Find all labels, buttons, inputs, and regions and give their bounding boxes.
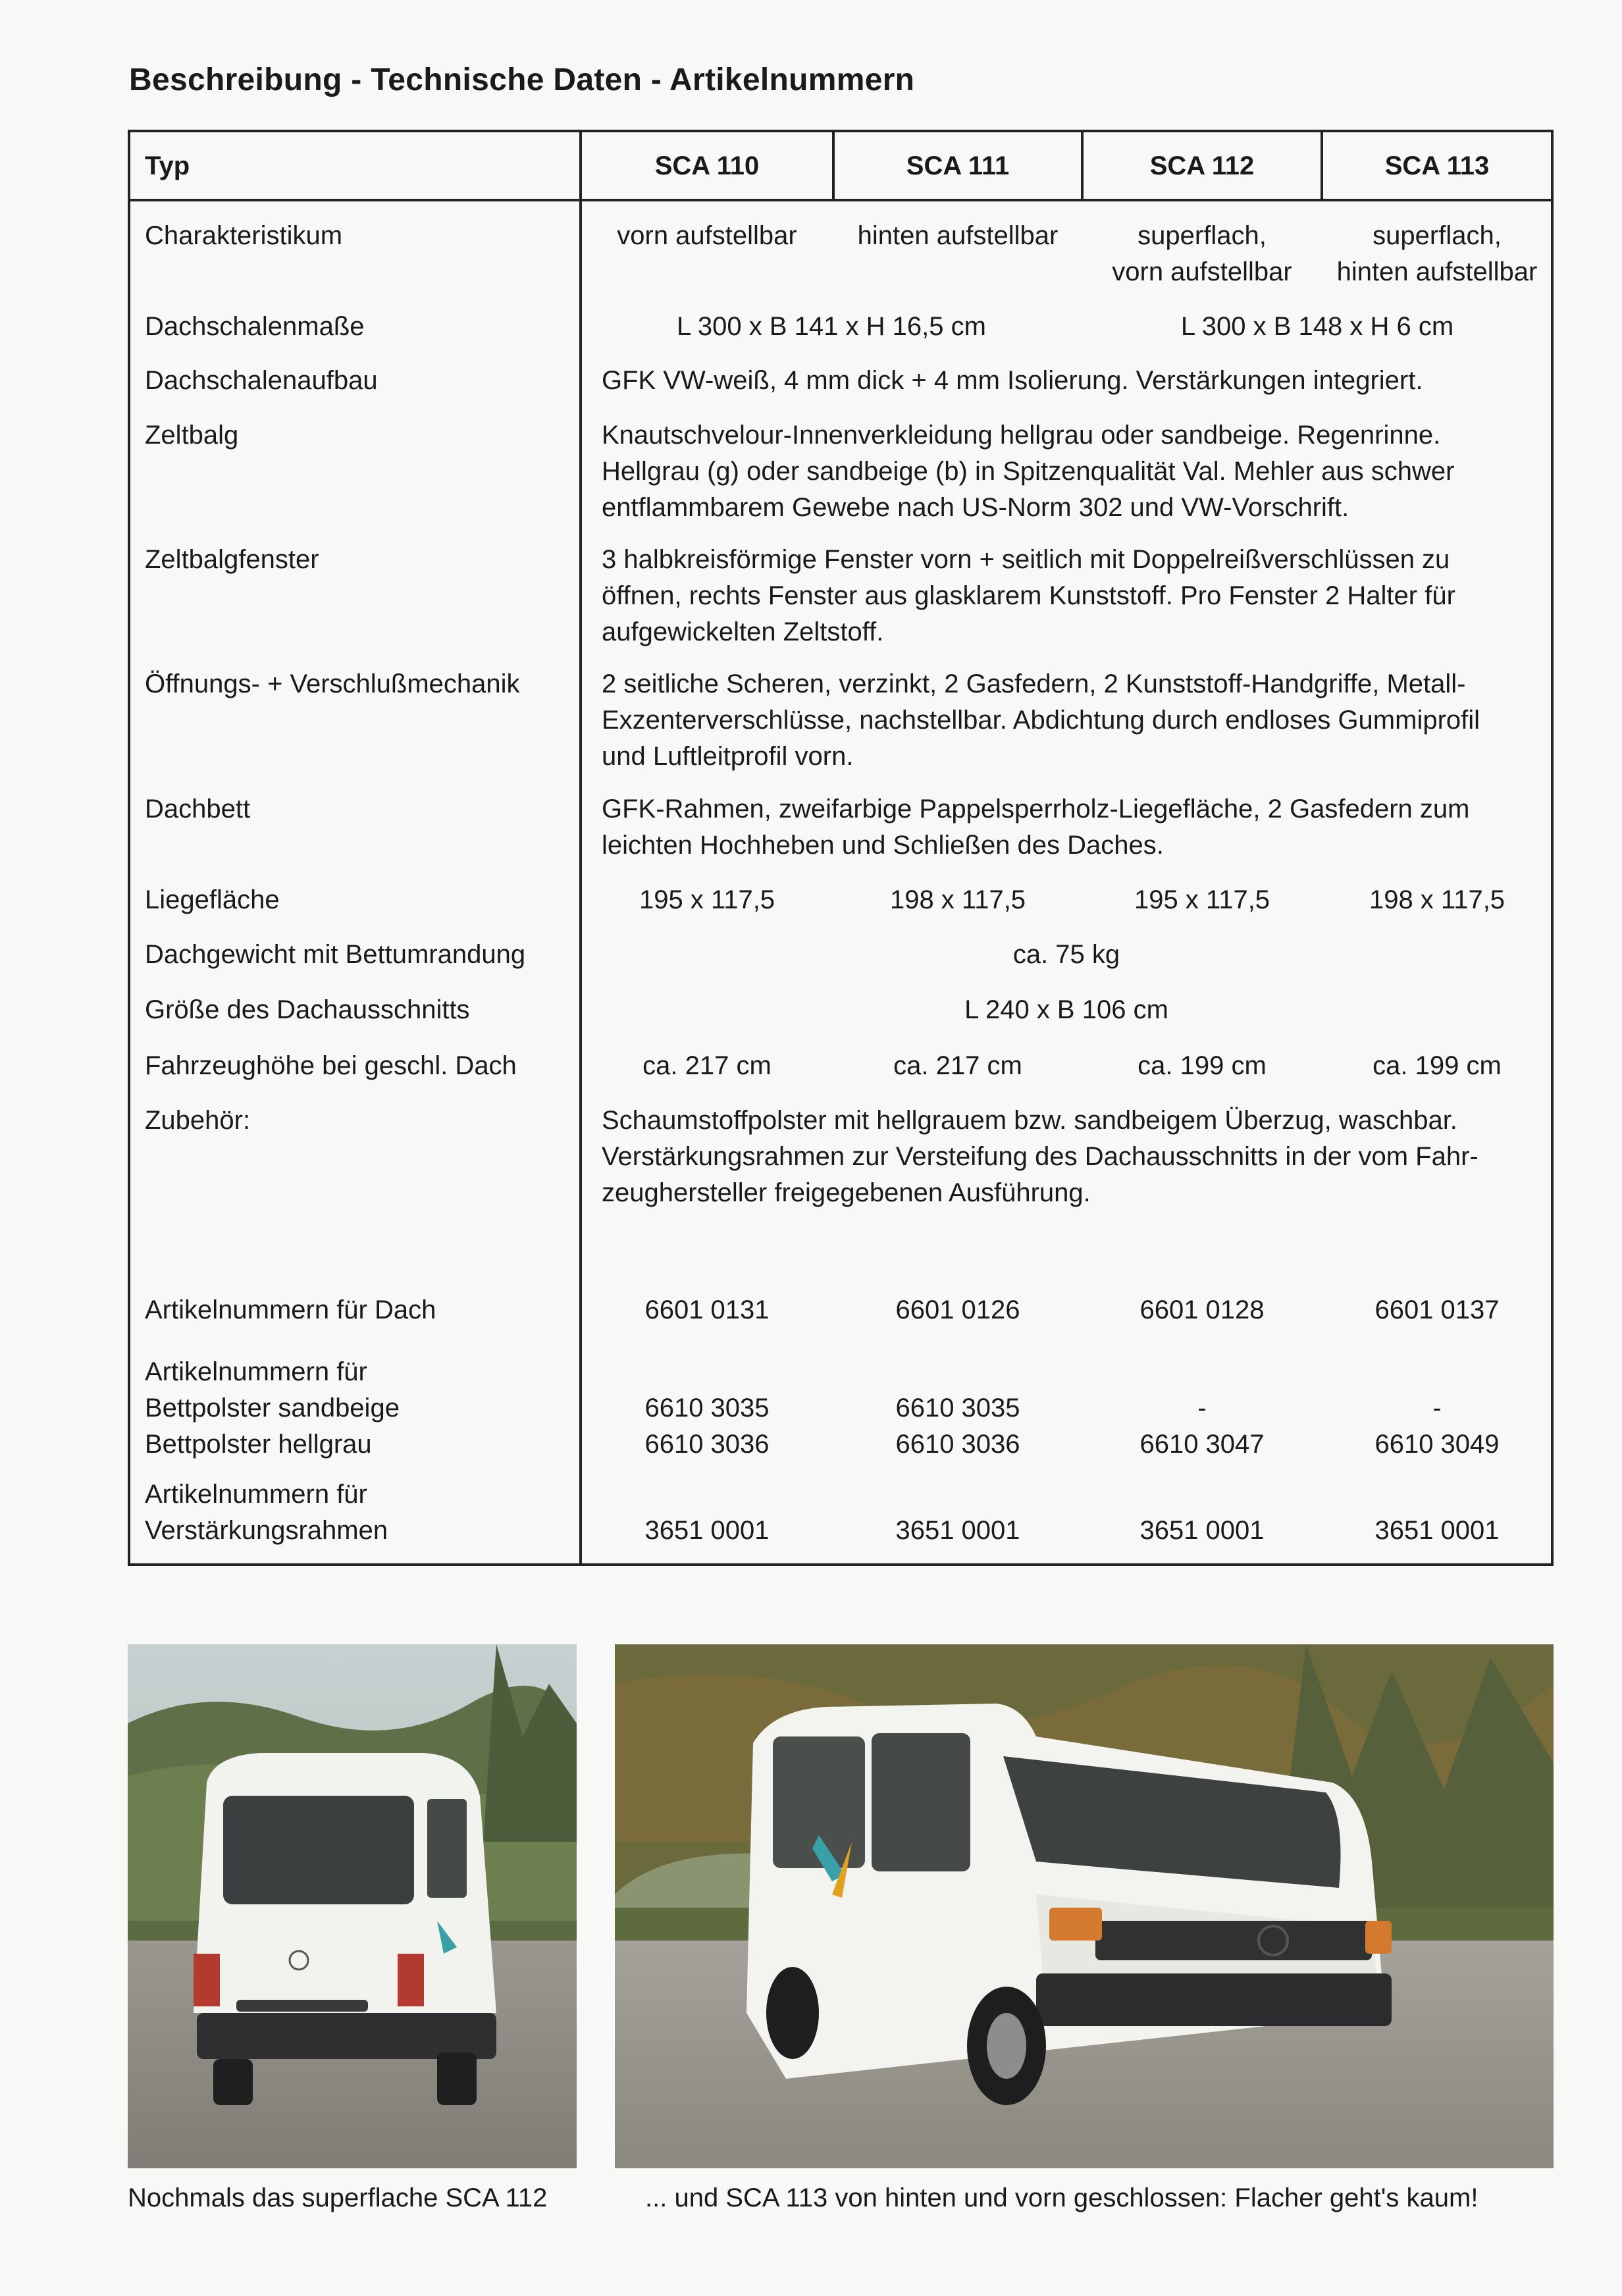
row-label-mechanik: Öffnungs- + Verschlußmechanik	[145, 669, 520, 698]
cell-zeltbalg: Knautschvelour-Innenverkleidung hellgrau oder sandbeige. Regenrinne. Hellgrau (g) oder sandbeige (b) in Spitzenqualität Val. Mehler aus schwer entflammbarem Gewebe nach US-Norm 302 und VW-Vorschrift.	[602, 421, 1455, 522]
row-label-dachausschnitt: Größe des Dachausschnitts	[145, 995, 470, 1024]
cell-zubehoer: Schaumstoffpolster mit hellgrauem bzw. sandbeigem Überzug, waschbar. Verstärkungsrahmen zur Versteifung des Dachausschnitts in der vom Fahr- zeughersteller freigegebenen Ausführung.	[602, 1106, 1478, 1207]
cell-liegeflaeche-sca112: 195 x 117,5	[1134, 885, 1270, 914]
photo-van-front	[615, 1644, 1554, 2168]
cell-art-bettpolster-sca112: - 6610 3047	[1139, 1394, 1265, 1459]
header-sca112: SCA 112	[1149, 151, 1255, 180]
cell-dachschalenmasse-sca110-111: L 300 x B 141 x H 16,5 cm	[677, 312, 986, 341]
row-label-fahrzeughoehe: Fahrzeughöhe bei geschl. Dach	[145, 1051, 517, 1080]
row-label-dachgewicht: Dachgewicht mit Bettumrandung	[145, 940, 526, 969]
photo-van-rear	[128, 1644, 577, 2168]
cell-dachgewicht: ca. 75 kg	[1012, 940, 1120, 969]
cell-charakteristikum-sca111: hinten aufstellbar	[857, 221, 1059, 250]
header-typ: Typ	[145, 151, 190, 180]
cell-fahrzeughoehe-sca111: ca. 217 cm	[893, 1051, 1022, 1080]
row-label-dachschalenmasse: Dachschalenmaße	[145, 312, 365, 341]
header-sca113: SCA 113	[1384, 151, 1490, 180]
row-label-art-rahmen: Artikelnummern für Verstärkungsrahmen	[145, 1480, 388, 1545]
cell-dachschalenmasse-sca112-113: L 300 x B 148 x H 6 cm	[1180, 312, 1454, 341]
cell-art-dach-sca110: 6601 0131	[644, 1295, 770, 1324]
cell-fahrzeughoehe-sca112: ca. 199 cm	[1138, 1051, 1267, 1080]
row-label-zeltbalg: Zeltbalg	[145, 421, 239, 450]
cell-dachbett: GFK-Rahmen, zweifarbige Pappelsperrholz-Liegefläche, 2 Gasfedern zum leichten Hochheben und Schließen des Daches.	[602, 795, 1470, 860]
cell-art-bettpolster-sca113: - 6610 3049	[1374, 1394, 1500, 1459]
cell-liegeflaeche-sca111: 198 x 117,5	[889, 885, 1026, 914]
cell-liegeflaeche-sca113: 198 x 117,5	[1369, 885, 1505, 914]
cell-liegeflaeche-sca110: 195 x 117,5	[639, 885, 775, 914]
caption-left: Nochmals das superflache SCA 112	[128, 2183, 548, 2212]
cell-zeltbalgfenster: 3 halbkreisförmige Fenster vorn + seitlich mit Doppelreißverschlüssen zu öffnen, rechts Fenster aus glasklarem Kunststoff. Pro Fenster 2 Halter für aufgewickelten Zeltstoff.	[602, 545, 1455, 646]
row-label-liegeflaeche: Liegefläche	[145, 885, 280, 914]
row-label-art-bettpolster: Artikelnummern für Bettpolster sandbeige Bettpolster hellgrau	[145, 1357, 400, 1459]
cell-fahrzeughoehe-sca110: ca. 217 cm	[642, 1051, 772, 1080]
cell-charakteristikum-sca113: superflach, hinten aufstellbar	[1336, 221, 1538, 286]
row-label-charakteristikum: Charakteristikum	[145, 221, 343, 250]
cell-art-rahmen-sca111: 3651 0001	[895, 1516, 1020, 1545]
row-label-dachbett: Dachbett	[145, 795, 251, 823]
row-label-zubehoer: Zubehör:	[145, 1106, 251, 1135]
cell-mechanik: 2 seitliche Scheren, verzinkt, 2 Gasfedern, 2 Kunststoff-Handgriffe, Metall- Exzenterverschlüsse, nachstellbar. Abdichtung durch endloses Gummiprofil und Luftleitprofil vorn.	[602, 669, 1480, 771]
row-label-zeltbalgfenster: Zeltbalgfenster	[145, 545, 319, 574]
cell-dachschalenaufbau: GFK VW-weiß, 4 mm dick + 4 mm Isolierung. Verstärkungen integriert.	[602, 366, 1423, 395]
cell-art-dach-sca111: 6601 0126	[895, 1295, 1020, 1324]
spec-table	[128, 130, 1554, 1566]
cell-art-rahmen-sca112: 3651 0001	[1139, 1516, 1265, 1545]
cell-fahrzeughoehe-sca113: ca. 199 cm	[1373, 1051, 1502, 1080]
cell-art-bettpolster-sca110: 6610 3035 6610 3036	[644, 1394, 770, 1459]
header-sca111: SCA 111	[906, 151, 1010, 180]
cell-art-dach-sca112: 6601 0128	[1139, 1295, 1265, 1324]
row-label-dachschalenaufbau: Dachschalenaufbau	[145, 366, 378, 395]
row-label-art-dach: Artikelnummern für Dach	[145, 1295, 436, 1324]
page-title: Beschreibung - Technische Daten - Artikelnummern	[129, 63, 915, 97]
cell-art-dach-sca113: 6601 0137	[1374, 1295, 1500, 1324]
cell-art-rahmen-sca110: 3651 0001	[644, 1516, 770, 1545]
cell-art-bettpolster-sca111: 6610 3035 6610 3036	[895, 1394, 1020, 1459]
cell-dachausschnitt: L 240 x B 106 cm	[964, 995, 1168, 1024]
cell-art-rahmen-sca113: 3651 0001	[1374, 1516, 1500, 1545]
table-column-divider	[579, 132, 582, 1563]
cell-charakteristikum-sca112: superflach, vorn aufstellbar	[1112, 221, 1292, 286]
cell-charakteristikum-sca110: vorn aufstellbar	[617, 221, 797, 250]
header-sca110: SCA 110	[654, 151, 760, 180]
caption-right: ... und SCA 113 von hinten und vorn geschlossen: Flacher geht's kaum!	[645, 2183, 1478, 2212]
